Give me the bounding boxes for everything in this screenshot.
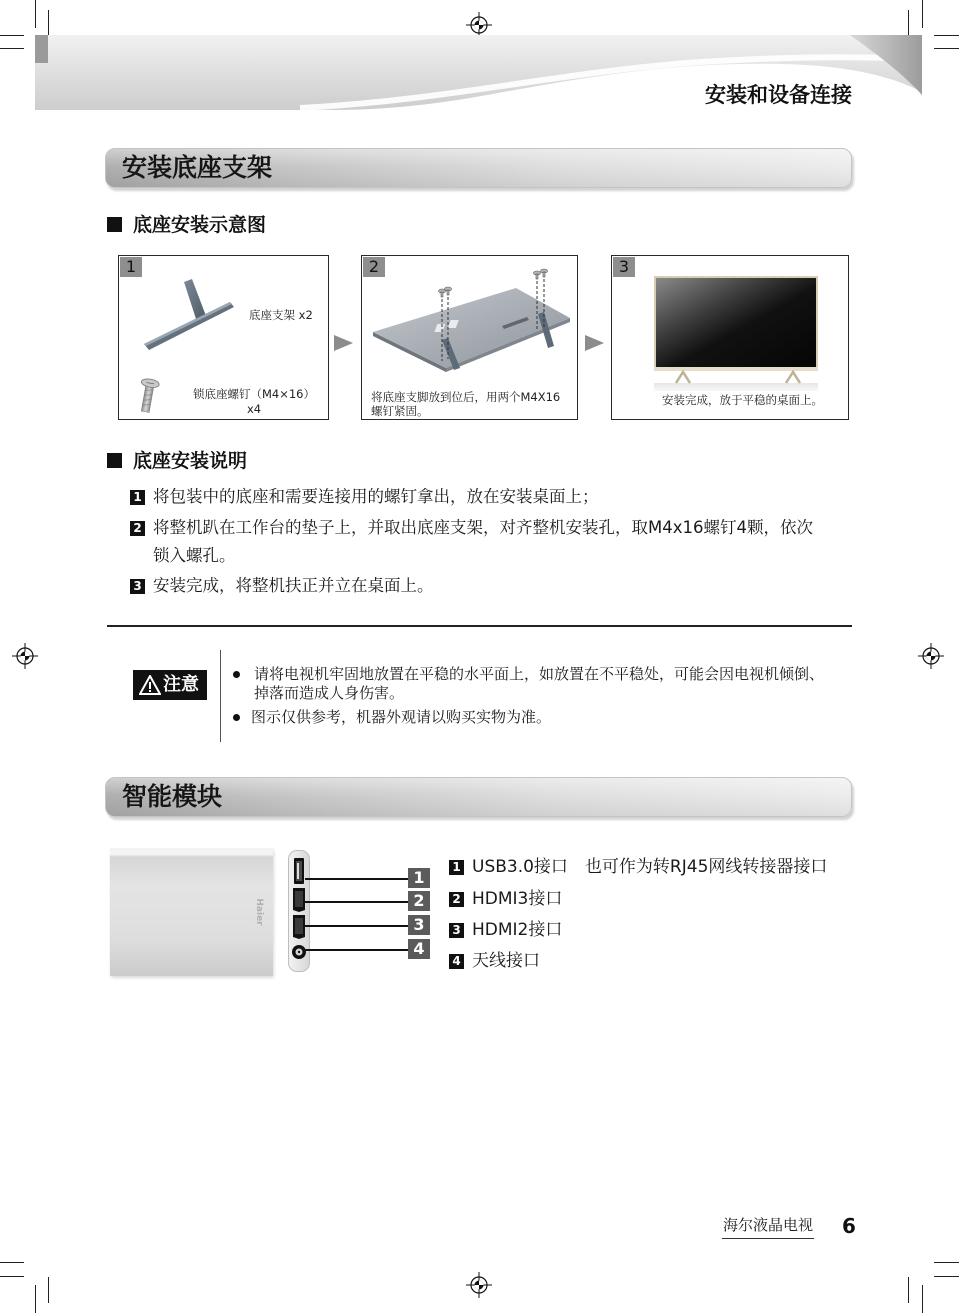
note-bullet [254, 665, 824, 703]
port-label: HDMI2接口 [472, 920, 563, 940]
divider [107, 625, 852, 627]
square-bullet-icon [107, 453, 122, 468]
crop-mark [35, 1285, 36, 1313]
square-bullet-icon [107, 217, 122, 232]
section-title: 智能模块 [122, 782, 223, 811]
port-label: USB3.0接口 也可作为转RJ45网线转接器接口 [472, 857, 828, 877]
section-bar-stand [105, 148, 852, 188]
stand-icon [144, 279, 234, 350]
step-box-2 [361, 255, 578, 420]
device-logo: Haier [254, 898, 264, 926]
step-number-badge: 3 [613, 257, 635, 277]
list-item-text: 锁入螺孔。 [153, 546, 236, 565]
step-box-3 [611, 255, 849, 420]
registration-mark-icon [465, 1271, 493, 1299]
ports-illustration [288, 850, 310, 972]
step-caption [371, 390, 560, 418]
footer-brand: 海尔液晶电视 [723, 1216, 814, 1234]
crop-mark [922, 1285, 923, 1313]
list-marker: 3 [130, 579, 145, 594]
usb-port-icon [294, 858, 304, 884]
note-label [133, 670, 207, 700]
step-box-1 [118, 255, 329, 420]
note-label-text: 注意 [163, 674, 199, 695]
warning-icon [139, 675, 161, 695]
callout-line [305, 949, 408, 951]
crop-mark [934, 1276, 959, 1277]
hdmi-port-icon [293, 888, 305, 912]
note-text-line: 请将电视机牢固地放置在平稳的水平面上，如放置在不平稳处，可能会因电视机倾倒、 [254, 665, 825, 683]
smart-module-image [110, 848, 273, 976]
registration-mark-icon [917, 642, 945, 670]
stand-label: 底座支架 x2 [249, 308, 313, 322]
list-item [153, 514, 813, 570]
bullet-icon [233, 714, 240, 721]
list-item-text: 安装完成，将整机扶正并立在桌面上。 [153, 576, 434, 595]
arrow-right-icon [585, 335, 605, 351]
note-bullet [251, 708, 551, 727]
list-marker: 1 [130, 490, 145, 505]
callout-line [305, 878, 408, 880]
screw-label-line: x4 [246, 402, 262, 416]
port-marker: 3 [449, 923, 464, 938]
callout-number: 2 [408, 891, 430, 911]
callout-number: 4 [408, 939, 430, 959]
section-bar-module [105, 777, 852, 817]
caption-line: 螺钉紧固。 [371, 404, 429, 418]
bullet-icon [233, 671, 240, 678]
step-caption [662, 393, 823, 407]
hdmi-port-icon [293, 915, 305, 939]
port-label: 天线接口 [472, 951, 540, 971]
crop-mark [0, 1276, 24, 1277]
chapter-title: 安装和设备连接 [705, 83, 852, 107]
page-number: 6 [842, 1214, 856, 1238]
arrow-right-icon [334, 335, 354, 351]
step-number-badge: 1 [120, 257, 142, 277]
note-text-line: 图示仅供参考，机器外观请以购买实物为准。 [251, 708, 552, 726]
section-title: 安装底座支架 [122, 153, 273, 182]
crop-mark [934, 1262, 959, 1263]
caption-line: 安装完成，放于平稳的桌面上。 [662, 393, 823, 407]
registration-mark-icon [11, 642, 39, 670]
port-marker: 4 [449, 954, 464, 969]
screw-label-line: 锁底座螺钉（M4×16） [192, 387, 315, 401]
screw-icon [136, 378, 159, 414]
crop-mark [908, 1277, 909, 1303]
note-divider [220, 650, 221, 742]
list-item [153, 483, 599, 511]
list-item-text: 将包装中的底座和需要连接用的螺钉拿出，放在安装桌面上； [153, 487, 599, 506]
diagram-heading: 底座安装示意图 [133, 214, 267, 236]
antenna-port-icon [292, 945, 306, 959]
callout-number: 3 [408, 915, 430, 935]
port-marker: 2 [449, 892, 464, 907]
step-number-badge: 2 [363, 257, 385, 277]
port-marker: 1 [449, 860, 464, 875]
port-panel [288, 850, 310, 972]
crop-mark [48, 1277, 49, 1303]
callout-number: 1 [408, 868, 430, 888]
caption-line: 将底座支脚放到位后，用两个M4X16 [371, 390, 561, 404]
list-item-text: 将整机趴在工作台的垫子上，并取出底座支架，对齐整机安装孔，取M4x16螺钉4颗，依次 [153, 518, 813, 537]
footer-underline [722, 1238, 814, 1239]
callout-line [305, 925, 408, 927]
callout-line [305, 901, 408, 903]
note-text-line: 掉落而造成人身伤害。 [254, 684, 405, 702]
list-item [153, 572, 434, 600]
list-marker: 2 [130, 521, 145, 536]
instructions-heading: 底座安装说明 [133, 450, 248, 472]
screw-label [179, 387, 329, 417]
crop-mark [0, 1262, 24, 1263]
port-label: HDMI3接口 [472, 889, 563, 909]
